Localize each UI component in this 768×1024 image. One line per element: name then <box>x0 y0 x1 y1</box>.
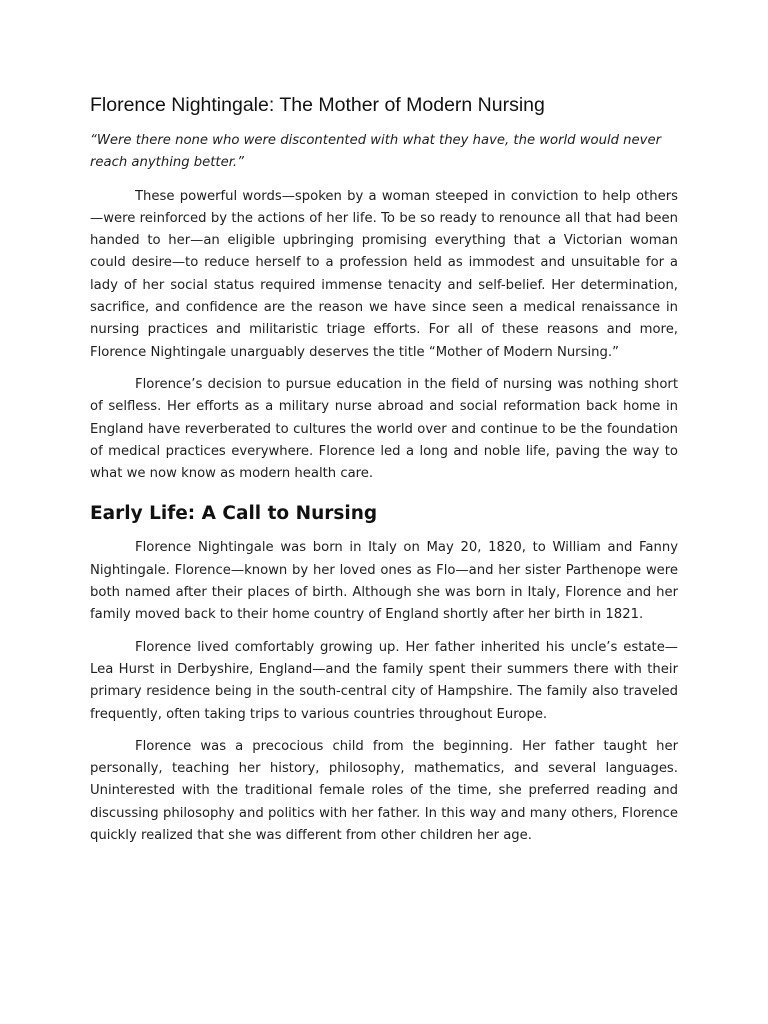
early-life-paragraph-1: Florence Nightingale was born in Italy on May 20, 1820, to William and Fanny Nightingale. Florence—known by her loved ones as Flo—and her sister Parthenope were both named after their places of birth. Although she was born in Italy, Florence and her family moved back to their home country of England shortly after her birth in 1821. <box>90 540 678 623</box>
epigraph-quote: “Were there none who were discontented with what they have, the world would never reach anything better.” <box>90 133 661 171</box>
intro-paragraph-1: These powerful words—spoken by a woman steeped in conviction to help others—were reinforced by the actions of her life. To be so ready to renounce all that had been handed to her—an eligible upbringing promising everything that a Victorian woman could desire—to reduce herself to a profession held as immodest and unsuitable for a lady of her social status required immense tenacity and self-belief. Her determination, sacrifice, and confidence are the reason we have since seen a medical renaissance in nursing practices and militaristic triage efforts. For all of these reasons and more, Florence Nightingale unarguably deserves the title “Mother of Modern Nursing.” <box>90 188 678 360</box>
early-life-paragraph-3: Florence was a precocious child from the beginning. Her father taught her personally, teaching her history, philosophy, mathematics, and several languages. Uninterested with the traditional female roles of the time, she preferred reading and discussing philosophy and politics with her father. In this way and many others, Florence quickly realized that she was different from other children her age. <box>90 738 678 844</box>
section-heading-early-life: Early Life: A Call to Nursing <box>90 503 378 525</box>
intro-paragraph-2: Florence’s decision to pursue education in the field of nursing was nothing short of selfless. Her efforts as a military nurse abroad and social reformation back home in England have reverberated to cultures the world over and continue to be the foundation of medical practices everywhere. Florence led a long and noble life, paving the way to what we now know as modern health care. <box>90 376 678 482</box>
document-page <box>90 91 678 857</box>
early-life-paragraph-2: Florence lived comfortably growing up. Her father inherited his uncle’s estate—Lea Hurst in Derbyshire, England—and the family spent their summers there with their primary residence being in the south-central city of Hampshire. The family also traveled frequently, often taking trips to various countries throughout Europe. <box>90 639 678 722</box>
document-title: Florence Nightingale: The Mother of Modern Nursing <box>90 94 545 116</box>
